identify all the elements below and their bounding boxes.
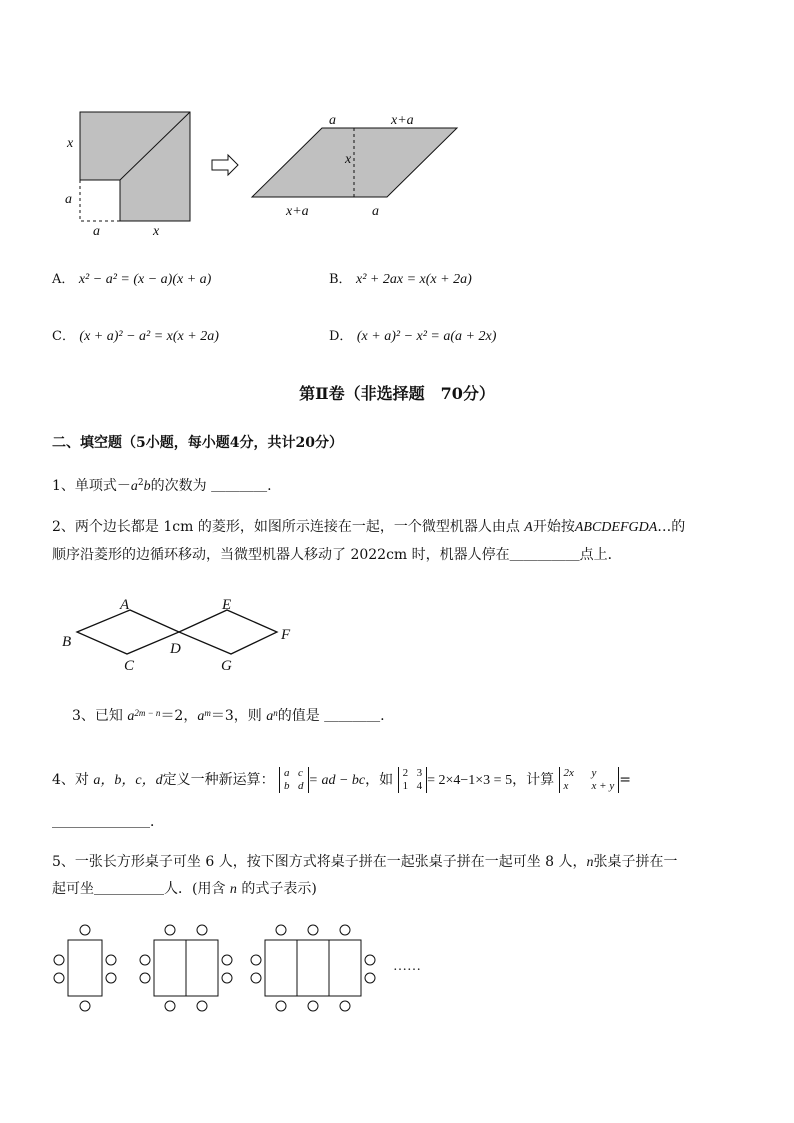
seat: [340, 925, 350, 935]
option-a-letter: A．: [52, 272, 75, 287]
seat: [106, 973, 116, 983]
seat: [54, 973, 64, 983]
q3-pre: 3、已知: [72, 708, 128, 724]
label-par-xa-bottom: x+a: [286, 204, 309, 219]
question-1: [52, 476, 272, 497]
option-c-expr: (x + a)² − a² = x(x + 2a): [79, 329, 219, 344]
option-d[interactable]: [329, 326, 496, 347]
seat: [276, 1001, 286, 1011]
question-2-line2: 顺序沿菱形的边循环移动，当微型机器人移动了 2022cm 时，机器人停在＿＿＿＿＿点上．: [52, 547, 622, 563]
q2-seq: ABCDEFGDA: [574, 520, 658, 535]
seat: [222, 973, 232, 983]
seat: [140, 955, 150, 965]
label-x-bottom: x: [153, 224, 160, 239]
q1-pre: 1、单项式－: [52, 478, 131, 494]
option-c[interactable]: [52, 326, 219, 347]
q1-exp: 2: [137, 478, 144, 488]
q4-ex: = 2×4−1×3 = 5: [427, 773, 513, 788]
seat: [365, 973, 375, 983]
q3-mid1: ＝2，: [160, 708, 198, 724]
figure-two-rhombuses: [55, 590, 305, 680]
label-par-a-top: a: [329, 113, 336, 128]
seat: [54, 955, 64, 965]
label-a-bottom: a: [93, 224, 100, 239]
option-a-expr: x² − a² = (x − a)(x + a): [78, 272, 212, 287]
question-5-line1: [52, 852, 678, 873]
question-4-line2: ＿＿＿＿＿＿＿．: [52, 814, 164, 830]
seat: [365, 955, 375, 965]
seat: [197, 925, 207, 935]
seat: [106, 955, 116, 965]
q5-line2-post: 的式子表示): [236, 881, 317, 897]
q2-line1-end: …的: [657, 519, 686, 535]
seat: [165, 1001, 175, 1011]
point-d-label: D: [170, 641, 181, 657]
option-d-letter: D．: [329, 329, 353, 344]
point-e-label: E: [222, 597, 232, 613]
seat: [165, 925, 175, 935]
question-4-line1: [52, 764, 631, 797]
q5-line1-pre: 5、一张长方形桌子可坐 6 人，按下图方式将桌子拼在一起张桌子拼在一起可坐 8 人，: [52, 854, 587, 870]
figure-tables: [50, 920, 450, 1020]
question-3: [72, 706, 385, 727]
seat: [80, 1001, 90, 1011]
point-g-label: G: [221, 658, 232, 674]
option-d-expr: (x + a)² − x² = a(a + 2x): [356, 329, 497, 344]
seat: [140, 973, 150, 983]
option-a[interactable]: [52, 269, 211, 290]
rhombus-left: [77, 610, 179, 654]
q3-exp2: m: [204, 708, 211, 718]
q2-line1-mid: 开始按: [532, 519, 575, 535]
q4-determinant-calc: 2x y x x + y: [559, 767, 620, 793]
q1-b: b: [143, 479, 151, 494]
rhombus-right: [179, 610, 277, 654]
option-b-letter: B．: [329, 272, 352, 287]
seat: [197, 1001, 207, 1011]
q3-exp1: 2m − n: [134, 708, 161, 718]
q4-mid: 定义一种新运算：: [162, 772, 275, 788]
section-title: 第Ⅱ卷（非选择题 70分）: [299, 384, 495, 403]
q5-n2: n: [229, 882, 237, 897]
seat: [340, 1001, 350, 1011]
q2-point: A: [524, 520, 533, 535]
q4-eq: =: [619, 772, 631, 788]
question-2-line1: [52, 517, 685, 538]
section-heading: 二、填空题（5小题，每小题4分，共计20分）: [52, 435, 343, 451]
square-cut-dashed: [80, 180, 120, 221]
option-c-letter: C．: [52, 329, 75, 344]
label-par-xa-top: x+a: [391, 113, 414, 128]
point-a-label: A: [120, 597, 130, 613]
q1-a: a: [130, 479, 138, 494]
transform-arrow-icon: [212, 155, 238, 175]
table-1: [68, 940, 102, 996]
q5-line2-pre: 起可坐＿＿＿＿＿人．(用含: [52, 881, 230, 897]
q4-calc: ，计算: [512, 772, 555, 788]
q5-n: n: [586, 855, 594, 870]
q4-pre: 4、对: [52, 772, 94, 788]
seat: [251, 955, 261, 965]
seat: [251, 973, 261, 983]
seat: [276, 925, 286, 935]
q4-determinant-def: a c b d: [279, 767, 309, 793]
label-par-x-mid: x: [345, 152, 352, 167]
q2-line1-pre: 2、两个边长都是 1cm 的菱形，如图所示连接在一起，一个微型机器人由点: [52, 519, 525, 535]
q4-determinant-example: 2 3 1 4: [398, 767, 428, 793]
seat: [222, 955, 232, 965]
q3-base2: a: [197, 709, 205, 724]
label-a-left: a: [65, 192, 72, 207]
seat: [80, 925, 90, 935]
q4-ex-pre: ，如: [365, 772, 394, 788]
q3-mid2: ＝3，则: [210, 708, 267, 724]
q1-post: 的次数为 ＿＿＿＿.: [150, 478, 272, 494]
continuation-dots: ……: [393, 959, 421, 974]
label-par-a-bottom: a: [372, 204, 379, 219]
q3-exp3: n: [273, 708, 278, 718]
option-b-expr: x² + 2ax = x(x + 2a): [356, 272, 472, 287]
label-x-left: x: [67, 136, 74, 151]
parallelogram-shaded: [252, 128, 457, 197]
seat: [308, 1001, 318, 1011]
point-c-label: C: [124, 658, 135, 674]
table-3: [265, 940, 361, 996]
question-5-line2: [52, 879, 317, 900]
q3-base3: a: [266, 709, 274, 724]
q4-def: = ad − bc: [308, 773, 366, 788]
q4-vars: a，b，c，d: [93, 773, 163, 788]
point-b-label: B: [62, 634, 72, 650]
seat: [308, 925, 318, 935]
q3-base1: a: [127, 709, 135, 724]
q5-line1-post: 张桌子拼在一: [593, 854, 678, 870]
figure-square-to-parallelogram: [55, 105, 475, 240]
q3-post: 的值是 ＿＿＿＿.: [277, 708, 385, 724]
option-b[interactable]: [329, 269, 472, 290]
point-f-label: F: [281, 627, 291, 643]
